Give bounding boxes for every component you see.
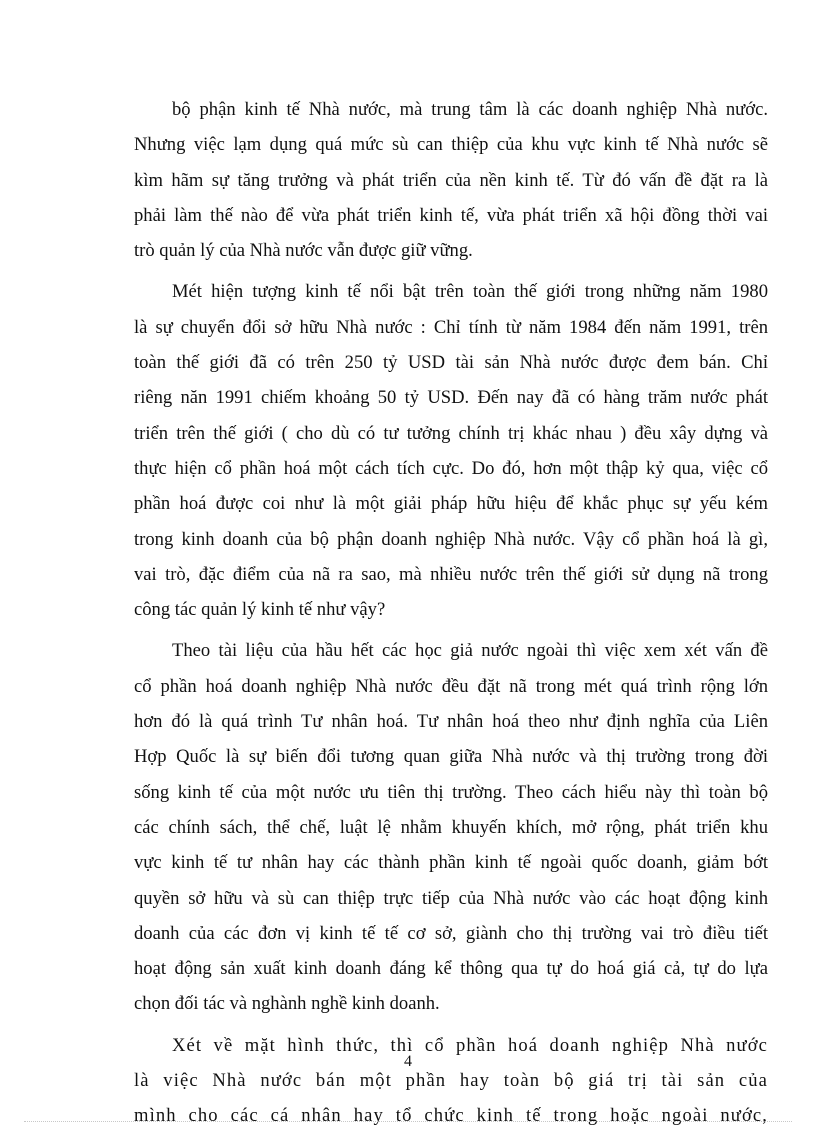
text-line: Nhưng việc lạm dụng quá mức sù can thiệp của khu vực kinh tế Nhà nước sẽ [134,134,768,156]
text-line: vai trò, đặc điểm của nã ra sao, mà nhiều nước trên thế giới sử dụng nã trong [134,563,768,585]
text-line: bộ phận kinh tế Nhà nước, mà trung tâm là các doanh nghiệp Nhà nước. [172,99,768,120]
text-line: trong kinh doanh của bộ phận doanh nghiệp Nhà nước. Vậy cổ phần hoá là gì, [134,528,768,550]
text-line: là sự chuyển đổi sở hữu Nhà nước : Chỉ tính từ năm 1984 đến năm 1991, trên [134,316,768,338]
text-line: kìm hãm sự tăng trưởng và phát triển của nền kinh tế. Từ đó vấn đề đặt ra là [134,169,768,191]
paragraph-2 [134,274,768,627]
paragraph-3 [134,633,768,1021]
paragraph-1 [134,92,768,268]
text-line: toàn thế giới đã có trên 250 tỷ USD tài sản Nhà nước được đem bán. Chỉ [134,352,768,374]
text-line: phần hoá được coi như là một giải pháp hữu hiệu để khắc phục sự yếu kém [134,493,768,515]
text-line: triển trên thế giới ( cho dù có tư tưởng chính trị khác nhau ) đều xây dựng và [134,422,768,444]
text-line: các chính sách, thể chế, luật lệ nhằm khuyến khích, mở rộng, phát triển khu [134,816,768,838]
text-line: vực kinh tế tư nhân hay các thành phần kinh tế ngoài quốc doanh, giảm bớt [134,852,768,874]
text-line: phải làm thế nào để vừa phát triển kinh tế, vừa phát triển xã hội đồng thời vai [134,204,768,226]
text-line: hoạt động sản xuất kinh doanh đáng kể thông qua tự do hoá giá cả, tự do lựa [134,958,768,980]
text-line: là việc Nhà nước bán một phần hay toàn bộ giá trị tài sản của [134,1070,768,1092]
text-line: chọn đối tác và nghành nghề kinh doanh. [134,993,440,1015]
page-bottom-border [24,1121,792,1122]
text-line: hơn đó là quá trình Tư nhân hoá. Tư nhân hoá theo như định nghĩa của Liên [134,711,768,733]
text-line: doanh của các đơn vị kinh tế tế cơ sở, giành cho thị trường vai trò điều tiết [134,922,768,944]
text-line: thực hiện cổ phần hoá một cách tích cực. Do đó, hơn một thập kỷ qua, việc cổ [134,457,768,479]
text-line: Xét về mặt hình thức, thì cổ phần hoá doanh nghiệp Nhà nước [172,1034,768,1056]
body-text [134,92,768,1134]
page-number: 4 [404,1053,412,1070]
text-line: riêng năn 1991 chiếm khoảng 50 tỷ USD. Đến nay đã có hàng trăm nước phát [134,387,768,409]
text-line: Hợp Quốc là sự biến đổi tương quan giữa Nhà nước và thị trường trong đời [134,746,768,768]
text-line: công tác quản lý kinh tế như vậy? [134,599,386,621]
text-line: quyền sở hữu và sù can thiệp trực tiếp của Nhà nước vào các hoạt động kinh [134,887,768,909]
text-line: trò quản lý của Nhà nước vẫn được giữ vững. [134,240,473,262]
text-line: cổ phần hoá doanh nghiệp Nhà nước đều đặt nã trong mét quá trình rộng lớn [134,675,768,697]
text-line: Theo tài liệu của hầu hết các học giả nước ngoài thì việc xem xét vấn đề [172,640,768,662]
paragraph-4 [134,1028,768,1134]
text-line: sống kinh tế của một nước ưu tiên thị trường. Theo cách hiểu này thì toàn bộ [134,781,768,803]
text-line: mình cho các cá nhân hay tổ chức kinh tế trong hoặc ngoài nước, [134,1105,768,1127]
text-line: Mét hiện tượng kinh tế nổi bật trên toàn thế giới trong những năm 1980 [172,281,768,303]
